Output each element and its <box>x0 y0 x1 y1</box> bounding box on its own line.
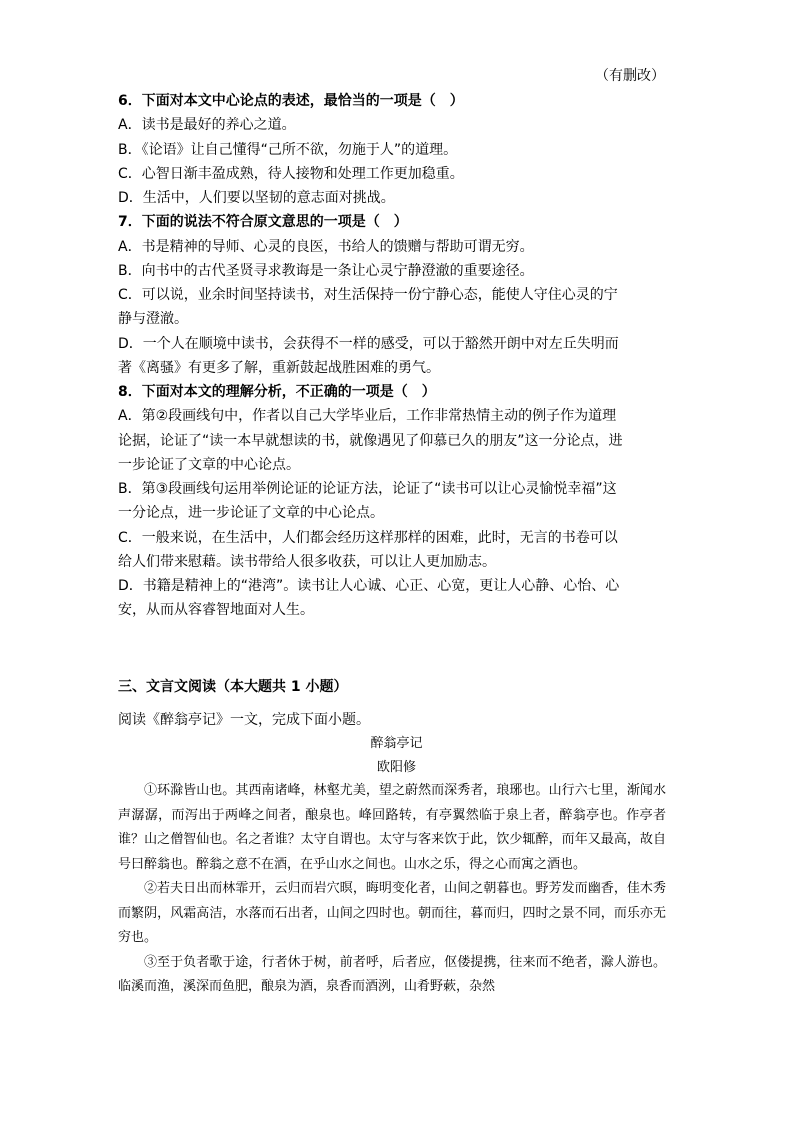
question-7-option-d: D．一个人在顺境中读书，会获得不一样的感受，可以于豁然开朗中对左丘失明而 <box>118 336 619 352</box>
question-6-option-b: B．《论语》让自己懂得“己所不欲，勿施于人”的道理。 <box>118 142 458 158</box>
question-7-option-c-cont: 静与澄澈。 <box>118 311 188 327</box>
classical-text-author: 欧阳修 <box>376 760 416 775</box>
question-7-option-a: A．书是精神的导师、心灵的良医，书给人的馈赠与帮助可谓无穷。 <box>118 239 534 255</box>
question-7-stem: 7．下面的说法不符合原文意思的一项是（ ） <box>118 214 408 230</box>
question-8-stem: 8．下面对本文的理解分析，不正确的一项是（ ） <box>118 384 436 400</box>
question-8-option-d: D．书籍是精神上的“港湾”。读书让人心诚、心正、心宽，更让人心静、心怡、心 <box>118 578 620 594</box>
source-note: （有删改） <box>595 68 665 84</box>
question-8-option-a-cont1: 论据，论证了“读一本早就想读的书，就像遇见了仰慕已久的朋友”这一分论点，进 <box>118 433 623 449</box>
question-7-option-b: B．向书中的古代圣贤寻求教诲是一条让心灵宁静澄澈的重要途径。 <box>118 263 534 279</box>
question-8-option-c: C．一般来说，在生活中，人们都会经历这样那样的困难，此时，无言的书卷可以 <box>118 530 618 546</box>
question-7-option-c: C．可以说，业余时间坚持读书，对生活保持一份宁静心态，能使人守住心灵的宁 <box>118 287 618 303</box>
question-8-option-a: A．第②段画线句中，作者以自己大学毕业后，工作非常热情主动的例子作为道理 <box>118 408 617 424</box>
classical-text-title: 醉翁亭记 <box>370 736 423 751</box>
classical-paragraph-1: ①环滁皆山也。其西南诸峰，林壑尤美，望之蔚然而深秀者，琅琊也。山行六七里，渐闻水声潺潺，而泻出于两峰之间者，酿泉也。峰回路转，有亭翼然临于泉上者，醉翁亭也。作亭者谁？山之僧智仙也。名之者谁？太守自谓也。太守与客来饮于此，饮少辄醉，而年又最高，故自号曰醉翁也。醉翁之意不在酒，在乎山水之间也。山水之乐，得之心而寓之酒也。 <box>118 783 666 872</box>
question-7-option-d-cont: 著《离骚》有更多了解，重新鼓起战胜困难的勇气。 <box>118 360 440 376</box>
question-6-option-a: A．读书是最好的养心之道。 <box>118 117 296 133</box>
classical-paragraph-2: ②若夫日出而林霏开，云归而岩穴暝，晦明变化者，山间之朝暮也。野芳发而幽香，佳木秀而繁阴，风霜高洁，水落而石出者，山间之四时也。朝而往，暮而归，四时之景不同，而乐亦无穷也。 <box>118 881 666 945</box>
question-8-option-a-cont2: 一步论证了文章的中心论点。 <box>118 457 300 473</box>
question-8-option-b: B．第③段画线句运用举例论证的论证方法，论证了“读书可以让心灵愉悦幸福”这 <box>118 481 617 497</box>
question-8-option-b-cont: 一分论点，进一步论证了文章的中心论点。 <box>118 505 384 521</box>
question-8-option-d-cont: 安，从而从容睿智地面对人生。 <box>118 602 314 618</box>
classical-text-body <box>118 779 666 1000</box>
question-6-option-d: D．生活中，人们要以坚韧的意志面对挑战。 <box>118 190 395 206</box>
section-3-intro: 阅读《醉翁亭记》一文，完成下面小题。 <box>118 712 370 728</box>
question-6-option-c: C．心智日渐丰盈成熟，待人接物和处理工作更加稳重。 <box>118 166 464 182</box>
classical-paragraph-3: ③至于负者歌于途，行者休于树，前者呼，后者应，伛偻提携，往来而不绝者，滁人游也。临溪而渔，溪深而鱼肥，酿泉为酒，泉香而酒洌，山肴野蔌，杂然 <box>118 954 666 994</box>
section-3-heading: 三、文言文阅读（本大题共 1 小题） <box>118 679 348 695</box>
question-6-stem: 6．下面对本文中心论点的表述，最恰当的一项是（ ） <box>118 93 464 109</box>
question-8-option-c-cont: 给人们带来慰藉。读书带给人很多收获，可以让人更加励志。 <box>118 554 496 570</box>
